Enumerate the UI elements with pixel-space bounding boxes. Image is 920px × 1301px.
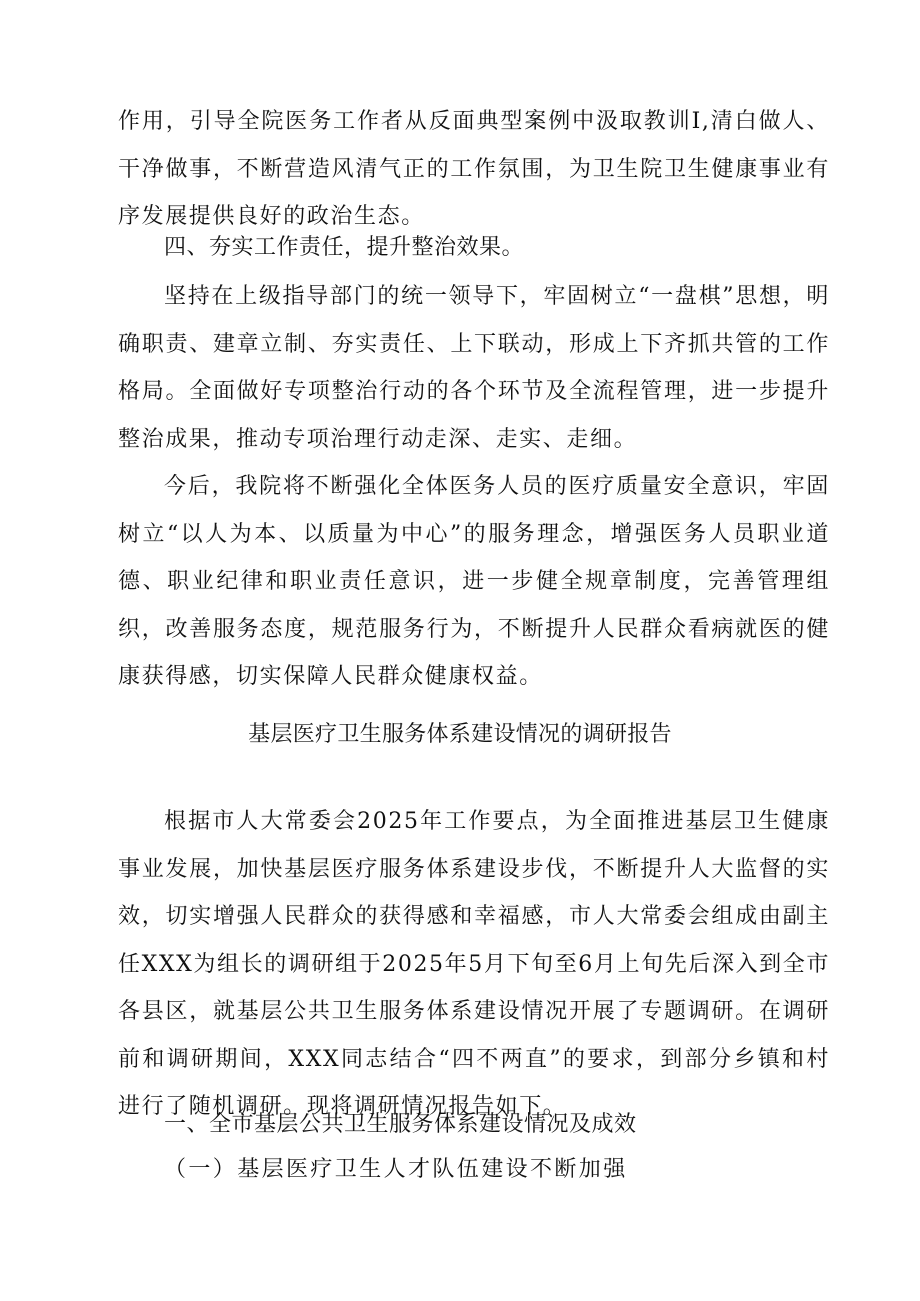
report-title: 基层医疗卫生服务体系建设情况的调研报告: [248, 722, 672, 747]
continuation-paragraph: 作用，引导全院医务工作者从反面典型案例中汲取教训I,清白做人、干净做事，不断营造风清气正的工作氛围，为卫生院卫生健康事业有序发展提供良好的政治生态。: [118, 109, 830, 229]
report-intro-paragraph: 根据市人大常委会2025年工作要点，为全面推进基层卫生健康事业发展，加快基层医疗服务体系建设步伐，不断提升人大监督的实效，切实增强人民群众的获得感和幸福感，市人大常委会组成由副主任XXX为组长的调研组于2025年5月下旬至6月上旬先后深入到全市各县区，就基层公共卫生服务体系建设情况开展了专题调研。在调研前和调研期间，XXX同志结合“四不两直”的要求，到部分乡镇和村进行了随机调研。现将调研情况报告如下。: [118, 809, 830, 1119]
section-4-paragraph: 坚持在上级指导部门的统一领导下，牢固树立“一盘棋”思想，明确职责、建章立制、夯实责任、上下联动，形成上下齐抓共管的工作格局。全面做好专项整治行动的各个环节及全流程管理，进一步提升整治成果，推动专项治理行动走深、走实、走细。: [118, 284, 830, 452]
section-4-heading: 四、夯实工作责任，提升整治效果。: [164, 235, 525, 260]
section-1-heading: 一、全市基层公共卫生服务体系建设情况及成效: [164, 1112, 637, 1137]
closing-paragraph: 今后，我院将不断强化全体医务人员的医疗质量安全意识，牢固树立“以人为本、以质量为中心”的服务理念，增强医务人员职业道德、职业纪律和职业责任意识，进一步健全规章制度，完善管理组织，改善服务态度，规范服务行为，不断提升人民群众看病就医的健康获得感，切实保障人民群众健康权益。: [118, 474, 830, 689]
subsection-1-heading: （一）基层医疗卫生人才队伍建设不断加强: [164, 1157, 628, 1182]
